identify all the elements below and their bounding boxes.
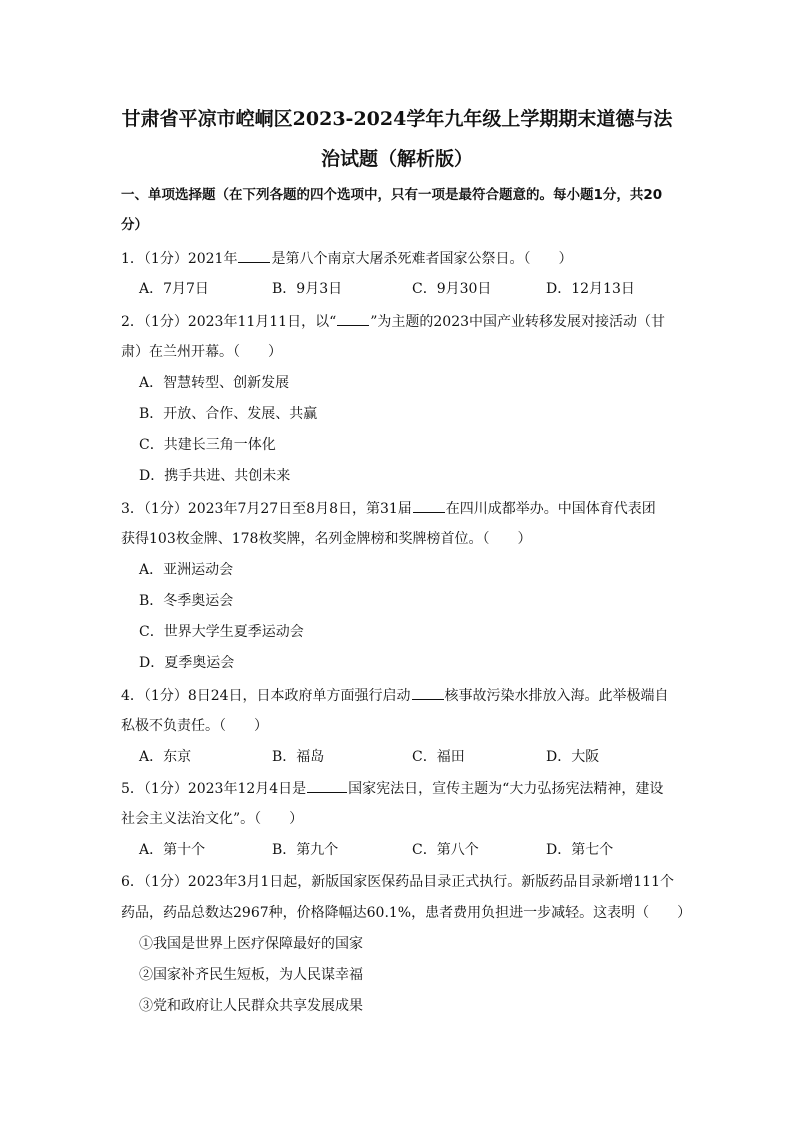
question-5-option-b: B．第九个 <box>272 842 339 858</box>
answer-blank <box>413 498 445 513</box>
question-3-option-d: D．夏季奥运会 <box>139 655 235 671</box>
question-4-stem-post: 核事故污染水排放入海。此举极端自 <box>444 688 669 704</box>
question-1-stem-post: 是第八个南京大屠杀死难者国家公祭日。（ ） <box>271 251 573 267</box>
question-4-stem-pre: 4．（1分）8日24日，日本政府单方面强行启动 <box>121 688 411 704</box>
question-2-stem <box>121 311 681 332</box>
question-1-option-b: B．9月3日 <box>272 281 343 297</box>
question-5-stem-post: 国家宪法日，宣传主题为“大力弘扬宪法精神，建设 <box>348 781 664 797</box>
question-5-stem <box>121 778 681 799</box>
question-2-option-c: C．共建长三角一体化 <box>139 437 276 453</box>
answer-blank <box>238 248 270 263</box>
question-1-option-d: D．12月13日 <box>546 281 635 297</box>
question-6-stem: 6．（1分）2023年3月1日起，新版国家医保药品目录正式执行。新版药品目录新增111个 <box>121 874 674 890</box>
answer-blank <box>307 778 347 793</box>
question-3-option-c: C．世界大学生夏季运动会 <box>139 624 304 640</box>
question-6-statement-2: ②国家补齐民生短板，为人民谋幸福 <box>139 967 363 983</box>
question-5-option-a: A．第十个 <box>139 842 206 858</box>
question-2-stem-line-2: 肃）在兰州开幕。（ ） <box>121 344 282 360</box>
question-3-option-b: B．冬季奥运会 <box>139 593 234 609</box>
question-5-stem-line-2: 社会主义法治文化”。（ ） <box>121 811 304 827</box>
answer-blank <box>337 311 369 326</box>
question-4-option-d: D．大阪 <box>546 749 600 765</box>
question-3-stem-pre: 3．（1分）2023年7月27日至8月8日，第31届 <box>121 501 412 517</box>
question-3-stem-post: 在四川成都举办。中国体育代表团 <box>445 501 656 517</box>
question-2-stem-pre: 2．（1分）2023年11月11日，以“ <box>121 314 337 330</box>
question-1-option-c: C．9月30日 <box>412 281 492 297</box>
section-heading-line-2: 分） <box>121 217 148 233</box>
question-5-option-c: C．第八个 <box>412 842 479 858</box>
question-4-option-b: B．福岛 <box>272 749 325 765</box>
question-5-option-d: D．第七个 <box>546 842 614 858</box>
question-3-option-a: A．亚洲运动会 <box>139 562 234 578</box>
exam-title-line-1: 甘肃省平凉市崆峒区2023-2024学年九年级上学期期末道德与法 <box>121 108 673 130</box>
question-1-stem-pre: 1．（1分）2021年 <box>121 251 238 267</box>
question-2-stem-post: ”为主题的2023中国产业转移发展对接活动（甘 <box>370 314 666 330</box>
question-4-stem <box>121 685 681 706</box>
question-1-stem <box>121 248 681 269</box>
answer-blank <box>412 685 444 700</box>
question-1-option-a: A．7月7日 <box>139 281 209 297</box>
question-6-statement-1: ①我国是世界上医疗保障最好的国家 <box>139 936 363 952</box>
question-6-stem-line-2: 药品，药品总数达2967种，价格降幅达60.1%，患者费用负担进一步减轻。这表明（ ） <box>121 905 692 921</box>
question-2-option-a: A．智慧转型、创新发展 <box>139 375 290 391</box>
question-5-stem-pre: 5．（1分）2023年12月4日是 <box>121 781 307 797</box>
question-4-option-c: C．福田 <box>412 749 465 765</box>
question-4-stem-line-2: 私极不负责任。（ ） <box>121 718 268 734</box>
question-2-option-d: D．携手共进、共创未来 <box>139 468 291 484</box>
question-6-statement-3: ③党和政府让人民群众共享发展成果 <box>139 998 363 1014</box>
question-4-option-a: A．东京 <box>139 749 192 765</box>
question-3-stem-line-2: 获得103枚金牌、178枚奖牌，名列金牌榜和奖牌榜首位。（ ） <box>121 531 532 547</box>
question-3-stem <box>121 498 681 519</box>
exam-title-line-2: 治试题（解析版） <box>320 148 473 170</box>
question-2-option-b: B．开放、合作、发展、共赢 <box>139 406 318 422</box>
section-heading-line-1: 一、单项选择题（在下列各题的四个选项中，只有一项是最符合题意的。每小题1分，共20 <box>121 187 663 203</box>
